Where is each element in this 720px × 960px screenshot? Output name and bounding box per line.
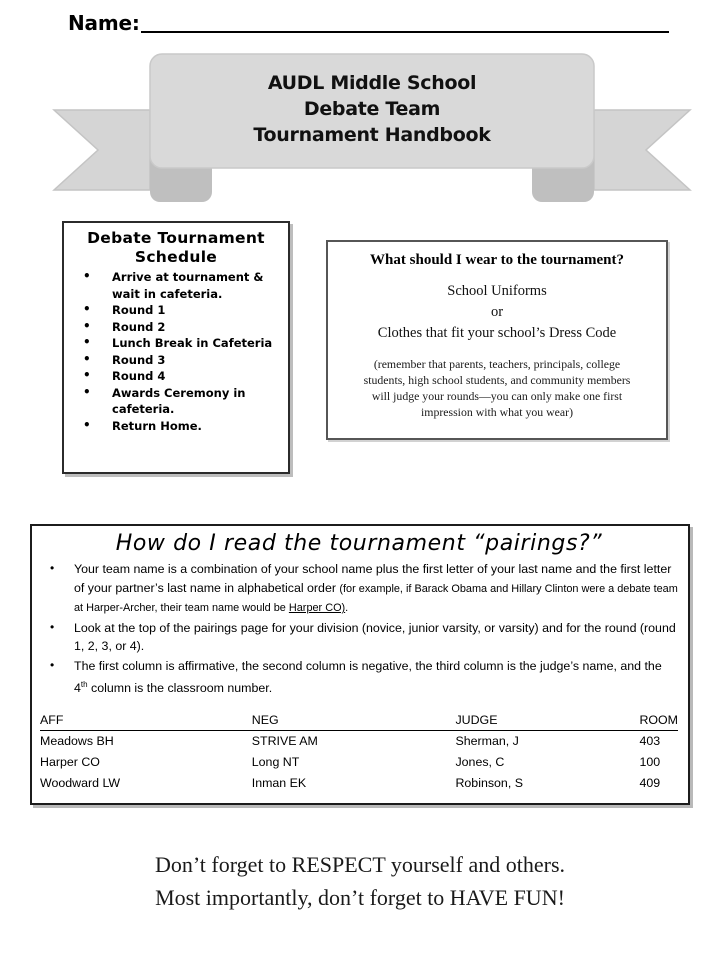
cell-judge: Jones, C	[455, 755, 505, 770]
cell-room: 100	[639, 755, 661, 770]
debate-schedule-box	[62, 221, 290, 474]
column-header-room: ROOM	[639, 712, 678, 731]
dress-code-option-1: School Uniforms	[447, 283, 547, 299]
pairings-bullet-3-b: column is the classroom number.	[87, 680, 273, 695]
table-row	[40, 752, 678, 773]
table-header-row	[40, 712, 678, 731]
cell-room: 409	[639, 776, 661, 791]
list-item: • Round 3	[70, 352, 282, 369]
dress-code-note-line-4: impression with what you wear)	[420, 405, 574, 419]
cell-neg: STRIVE AM	[251, 734, 318, 749]
ribbon-left-tail	[54, 110, 150, 190]
footer-line-1: Don’t forget to RESPECT yourself and others.	[154, 852, 566, 877]
list-item: • Look at the top of the pairings page for your division (novice, junior varsity, or varsity) and for the round (round 1, 2, 3, or 4).	[40, 619, 678, 656]
name-label: Name:	[68, 11, 140, 35]
dress-code-note-line-1: (remember that parents, teachers, principals, college	[373, 357, 621, 371]
banner-title	[202, 70, 542, 148]
column-header-aff: AFF	[40, 712, 252, 731]
schedule-title	[70, 229, 282, 267]
list-item	[40, 657, 678, 697]
list-item: • Round 2	[70, 319, 282, 336]
dress-code-option-2: Clothes that fit your school’s Dress Code	[377, 325, 617, 341]
dress-code-options	[328, 281, 666, 344]
dress-code-note-line-3: will judge your rounds—you can only make one first	[371, 389, 623, 403]
pairings-bullet-1-example-b: .	[345, 602, 349, 615]
list-item: • Round 4	[70, 368, 282, 385]
pairings-bullet-3-a: The first column is affirmative, the second column is negative, the third column is the judge’s name, and the 4	[74, 658, 662, 695]
ribbon-banner	[52, 50, 692, 202]
list-item: • Awards Ceremony in cafeteria.	[70, 385, 282, 418]
table-row	[40, 731, 678, 753]
schedule-title-line-1: Debate Tournament	[87, 229, 265, 247]
footer-message	[0, 848, 720, 914]
column-header-judge: JUDGE	[455, 712, 639, 731]
pairings-table	[40, 712, 678, 794]
dress-code-conjunction: or	[490, 304, 504, 320]
dress-code-box	[326, 240, 668, 440]
column-header-neg: NEG	[252, 712, 456, 731]
list-item: • Round 1	[70, 302, 282, 319]
banner-title-line-2: Debate Team	[303, 98, 441, 120]
cell-judge: Robinson, S	[455, 776, 523, 791]
cell-aff: Meadows BH	[40, 734, 114, 749]
pairings-bullet-1-main: Your team name is a combination of your school name plus the first letter of your last name and the first letter of your partner’s last name in alphabetical order	[74, 562, 672, 595]
list-item: • Return Home.	[70, 418, 282, 435]
dress-code-title: What should I wear to the tournament?	[370, 252, 624, 268]
pairings-title: How do I read the tournament “pairings?”	[115, 531, 603, 556]
cell-aff: Woodward LW	[40, 776, 121, 791]
name-input-blank[interactable]	[141, 13, 669, 33]
pairings-bullet-list	[40, 560, 678, 697]
cell-judge: Sherman, J	[455, 734, 519, 749]
table-row	[40, 773, 678, 794]
cell-neg: Long NT	[251, 755, 300, 770]
list-item: • Lunch Break in Cafeteria	[70, 335, 282, 352]
name-field-row	[68, 13, 668, 33]
schedule-title-line-2: Schedule	[134, 248, 218, 266]
list-item: • Arrive at tournament & wait in cafeteria.	[70, 269, 282, 302]
banner-title-line-1: AUDL Middle School	[267, 72, 477, 94]
pairings-instructions-box	[30, 524, 690, 805]
schedule-list	[70, 269, 282, 434]
pairings-bullet-3-ordinal: th	[80, 679, 88, 689]
cell-aff: Harper CO	[40, 755, 100, 770]
pairings-bullet-1-example-a: (for example, if Barack Obama and Hillary Clinton were a debate team at Harper-Archer, their team name would be	[74, 582, 678, 615]
footer-line-2: Most importantly, don’t forget to HAVE FUN!	[155, 885, 565, 910]
dress-code-note	[328, 356, 666, 420]
cell-room: 403	[639, 734, 661, 749]
cell-neg: Inman EK	[251, 776, 307, 791]
list-item	[40, 560, 678, 618]
pairings-bullet-1-team-name: Harper CO)	[288, 602, 346, 615]
ribbon-right-tail	[594, 110, 690, 190]
dress-code-note-line-2: students, high school students, and community members	[363, 373, 631, 387]
banner-title-line-3: Tournament Handbook	[253, 124, 491, 146]
